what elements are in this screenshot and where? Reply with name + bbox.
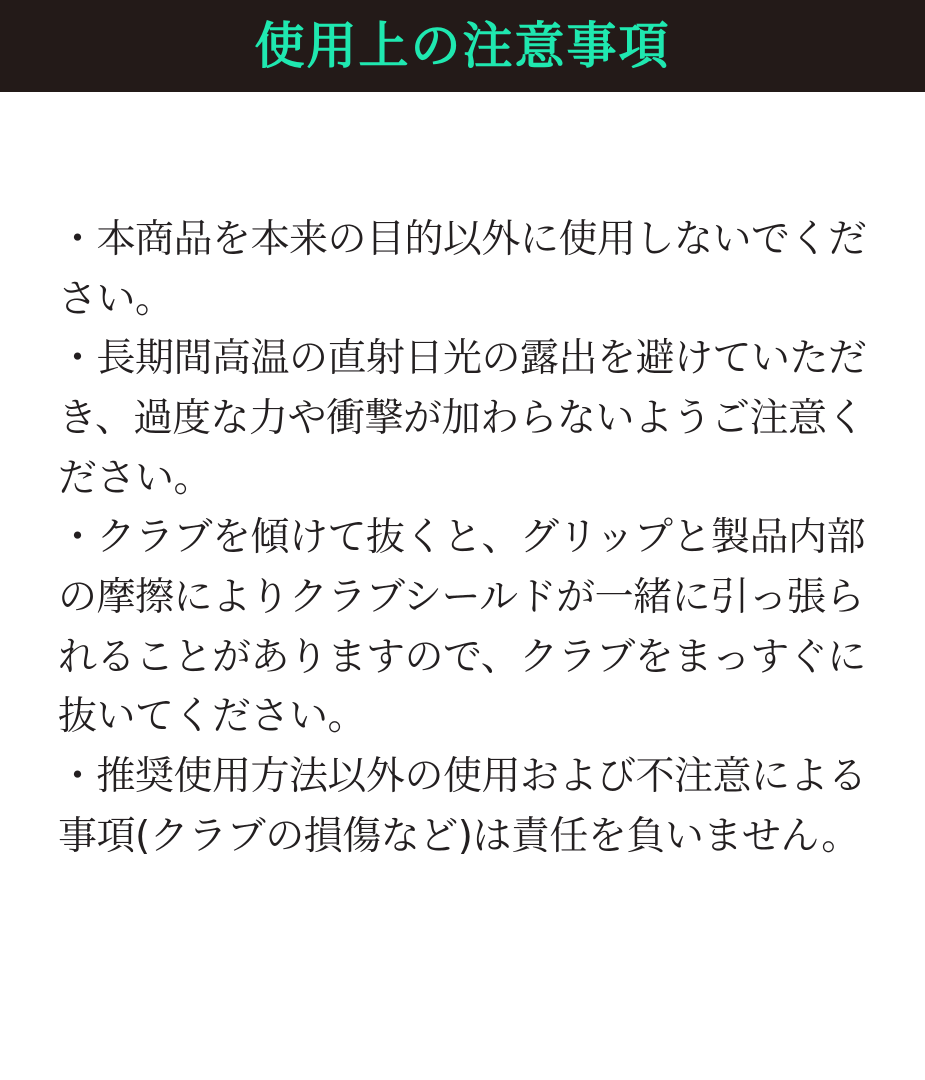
list-item: ・本商品を本来の目的以外に使用しないでください。 [58, 217, 867, 322]
page-header [0, 0, 925, 92]
notice-list [58, 210, 867, 866]
list-item: ・長期間高温の直射日光の露出を避けていただき、過度な力や衝撃が加わらないようご注意ください。 [58, 336, 867, 501]
page-title: 使用上の注意事項 [254, 17, 671, 75]
list-item: ・推奨使用方法以外の使用および不注意による事項(クラブの損傷など)は責任を負いません。 [58, 753, 867, 859]
notice-content [0, 92, 925, 866]
list-item: ・クラブを傾けて抜くと、グリップと製品内部の摩擦によりクラブシールドが一緒に引っ張られることがありますので、クラブをまっすぐに抜いてください。 [58, 515, 866, 740]
